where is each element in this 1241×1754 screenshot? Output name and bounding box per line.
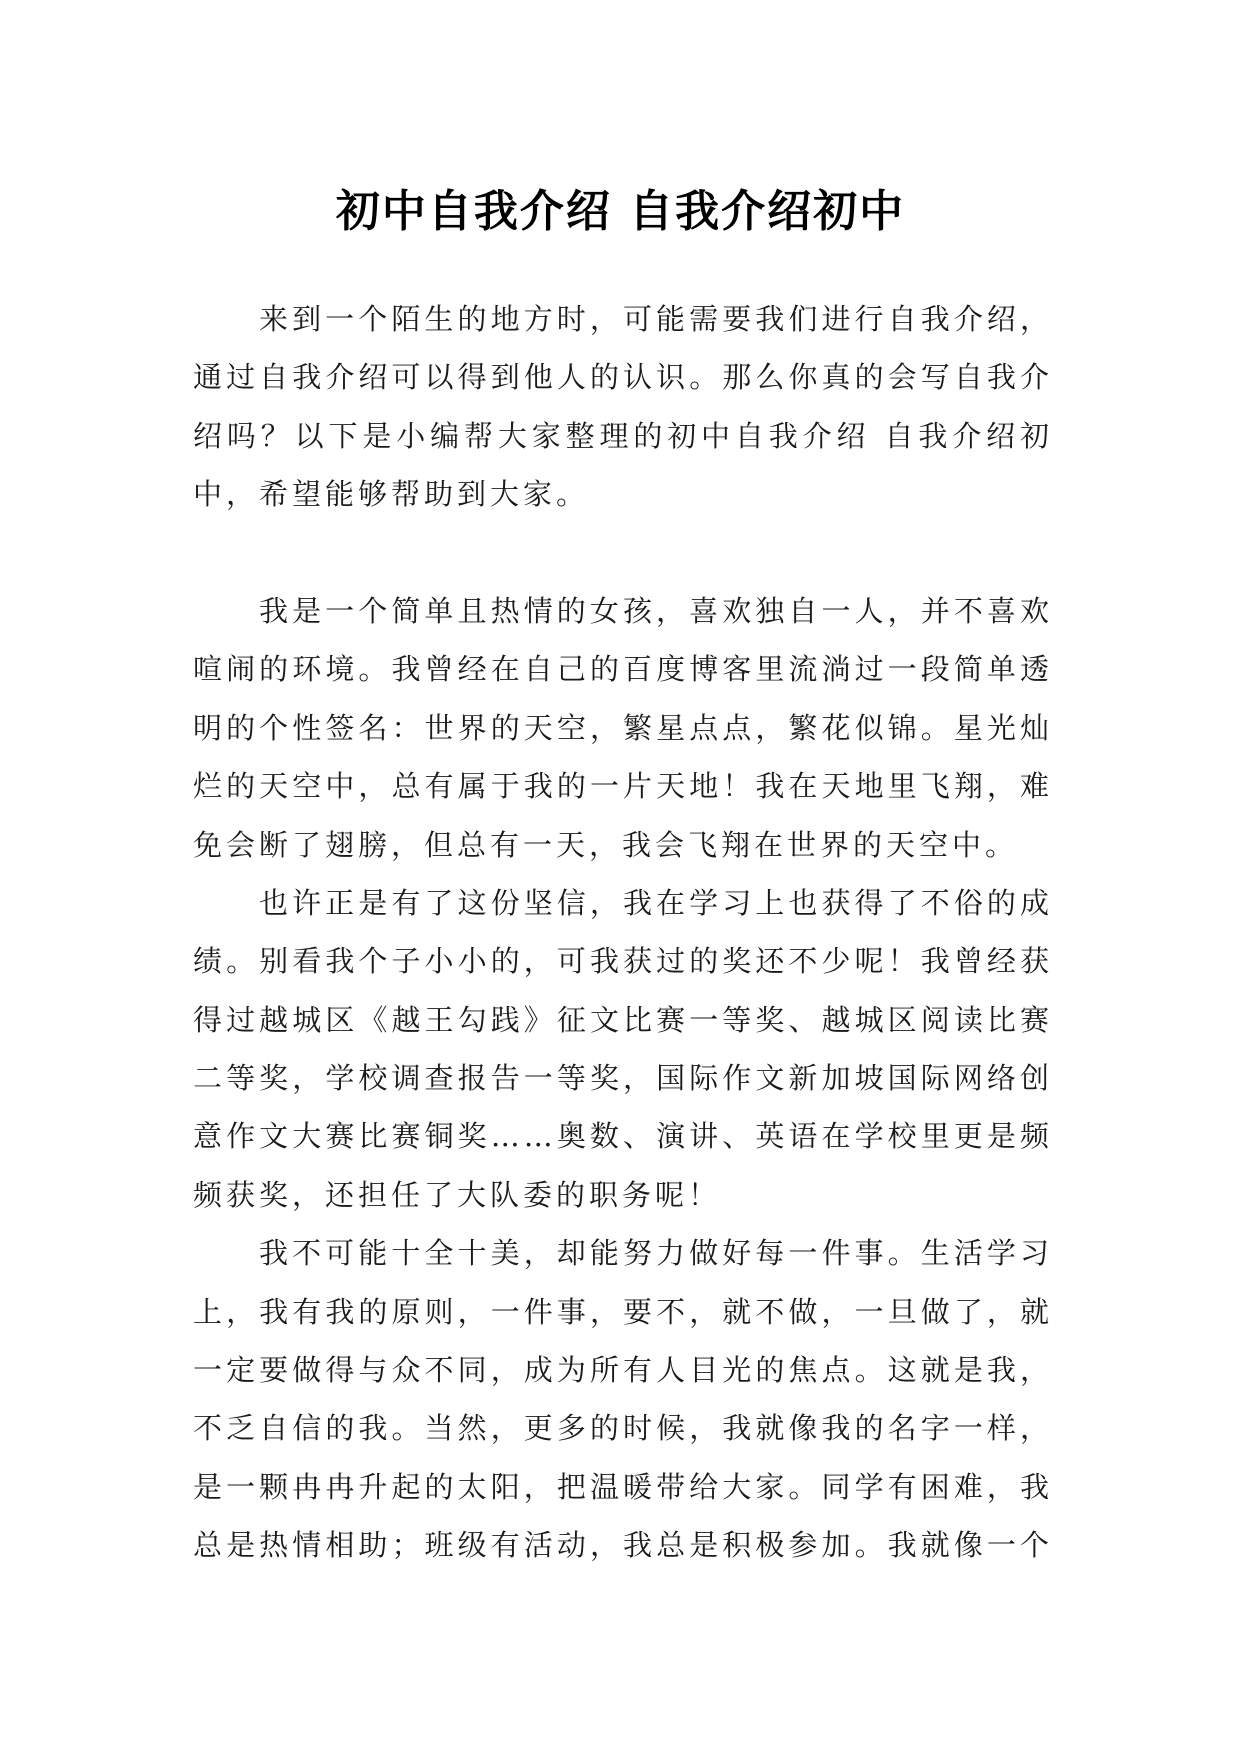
paragraph-line: 中，希望能够帮助到大家。	[193, 477, 590, 512]
paragraph-line: 上，我有我的原则，一件事，要不，就不做，一旦做了，就	[193, 1294, 1053, 1329]
paragraph-line: 意作文大赛比赛铜奖……奥数、演讲、英语在学校里更是频	[193, 1119, 1053, 1154]
body-paragraph	[193, 874, 1053, 1224]
paragraph-line: 一定要做得与众不同，成为所有人目光的焦点。这就是我，	[193, 1353, 1053, 1388]
document-body	[193, 290, 1053, 1575]
paragraph-line: 得过越城区《越王勾践》征文比赛一等奖、越城区阅读比赛	[193, 1002, 1053, 1037]
paragraph-line: 明的个性签名：世界的天空，繁星点点，繁花似锦。星光灿	[193, 710, 1053, 745]
intro-paragraph	[193, 290, 1053, 524]
paragraph-line: 免会断了翅膀，但总有一天，我会飞翔在世界的天空中。	[193, 827, 1019, 862]
paragraph-line: 是一颗冉冉升起的太阳，把温暖带给大家。同学有困难，我	[193, 1469, 1053, 1504]
paragraph-line: 也许正是有了这份坚信，我在学习上也获得了不俗的成	[259, 885, 1053, 920]
paragraph-line: 不乏自信的我。当然，更多的时候，我就像我的名字一样，	[193, 1411, 1053, 1446]
paragraph-line: 喧闹的环境。我曾经在自己的百度博客里流淌过一段简单透	[193, 652, 1053, 687]
paragraph-line: 二等奖，学校调查报告一等奖，国际作文新加坡国际网络创	[193, 1061, 1053, 1096]
paragraph-line: 通过自我介绍可以得到他人的认识。那么你真的会写自我介	[193, 360, 1053, 395]
document-title: 初中自我介绍 自我介绍初中	[335, 186, 906, 238]
body-paragraph	[193, 582, 1053, 874]
paragraph-line: 总是热情相助；班级有活动，我总是积极参加。我就像一个	[193, 1528, 1053, 1563]
paragraph-line: 我不可能十全十美，却能努力做好每一件事。生活学习	[259, 1236, 1053, 1271]
paragraph-line: 绩。别看我个子小小的，可我获过的奖还不少呢！我曾经获	[193, 944, 1053, 979]
paragraph-line: 我是一个简单且热情的女孩，喜欢独自一人，并不喜欢	[259, 593, 1053, 628]
paragraph-line: 来到一个陌生的地方时，可能需要我们进行自我介绍，	[259, 302, 1053, 336]
body-paragraph	[193, 1224, 1053, 1574]
paragraph-line: 频获奖，还担任了大队委的职务呢！	[193, 1177, 722, 1212]
paragraph-line: 绍吗？以下是小编帮大家整理的初中自我介绍 自我介绍初	[193, 418, 1053, 453]
paragraph-line: 烂的天空中，总有属于我的一片天地！我在天地里飞翔，难	[193, 769, 1053, 804]
